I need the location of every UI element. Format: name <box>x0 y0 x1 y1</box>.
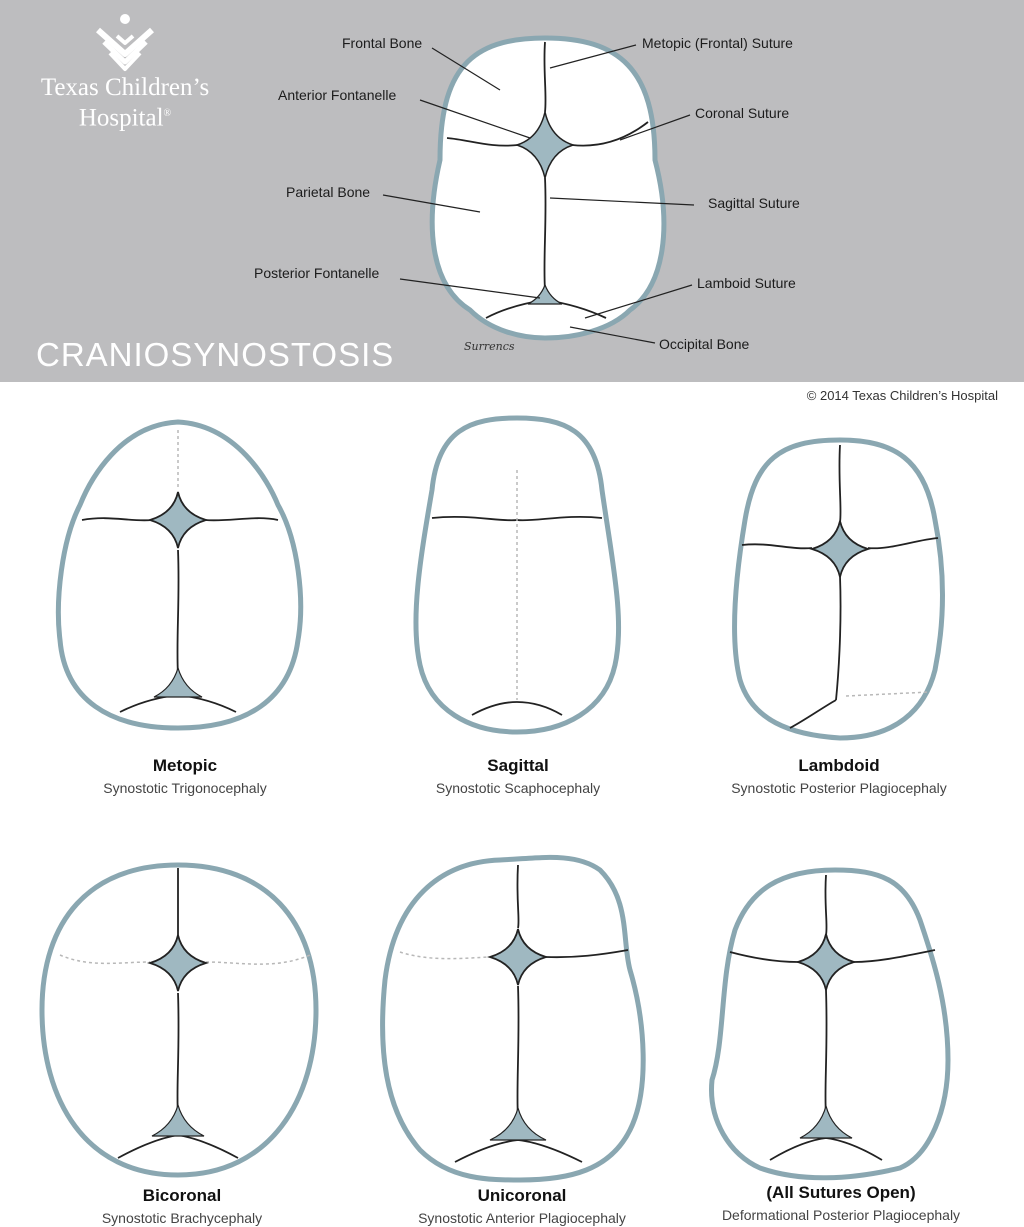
skull-bicoronal <box>42 865 316 1175</box>
label-parietal-bone: Parietal Bone <box>286 184 371 200</box>
label-lamboid-suture: Lamboid Suture <box>697 275 796 291</box>
page-title: CRANIOSYNOSTOSIS <box>36 336 395 373</box>
caption-subtitle: Deformational Posterior Plagiocephaly <box>721 1207 961 1223</box>
skull-all-sutures-open <box>712 870 948 1178</box>
caption-lambdoid <box>709 756 969 796</box>
caption-subtitle: Synostotic Trigonocephaly <box>103 780 267 796</box>
caption-subtitle: Synostotic Brachycephaly <box>101 1210 263 1226</box>
caption-name: Lambdoid <box>798 756 880 775</box>
skull-unicoronal <box>383 857 644 1180</box>
caption-subtitle: Synostotic Posterior Plagiocephaly <box>731 780 947 796</box>
label-coronal-suture: Coronal Suture <box>695 105 790 121</box>
label-metopic-suture: Metopic (Frontal) Suture <box>642 35 793 51</box>
caption-metopic <box>55 756 315 796</box>
caption-name: Unicoronal <box>477 1186 567 1205</box>
label-frontal-bone: Frontal Bone <box>342 35 423 51</box>
label-anterior-fontanelle: Anterior Fontanelle <box>278 87 397 103</box>
anatomy-skull <box>383 38 694 343</box>
caption-name: (All Sutures Open) <box>766 1183 916 1202</box>
caption-subtitle: Synostotic Scaphocephaly <box>435 780 601 796</box>
logo-text-line1: Texas Children’s <box>40 74 210 101</box>
caption-sagittal <box>388 756 648 796</box>
caption-unicoronal <box>392 1186 652 1226</box>
caption-name: Sagittal <box>487 756 549 775</box>
skull-sagittal <box>416 418 619 732</box>
copyright-notice: © 2014 Texas Children’s Hospital <box>806 388 998 403</box>
label-sagittal-suture: Sagittal Suture <box>708 195 800 211</box>
skull-metopic <box>58 422 300 728</box>
skull-lambdoid <box>735 440 943 738</box>
label-posterior-fontanelle: Posterior Fontanelle <box>254 265 380 281</box>
caption-subtitle: Synostotic Anterior Plagiocephaly <box>418 1210 626 1226</box>
artist-signature: Surrencs <box>464 340 515 353</box>
caption-all-sutures-open <box>711 1183 971 1223</box>
label-occipital-bone: Occipital Bone <box>659 336 750 352</box>
caption-bicoronal <box>52 1186 312 1226</box>
caption-name: Bicoronal <box>142 1186 222 1205</box>
logo-text-line2: Hospital® <box>78 104 172 132</box>
caption-name: Metopic <box>152 756 218 775</box>
